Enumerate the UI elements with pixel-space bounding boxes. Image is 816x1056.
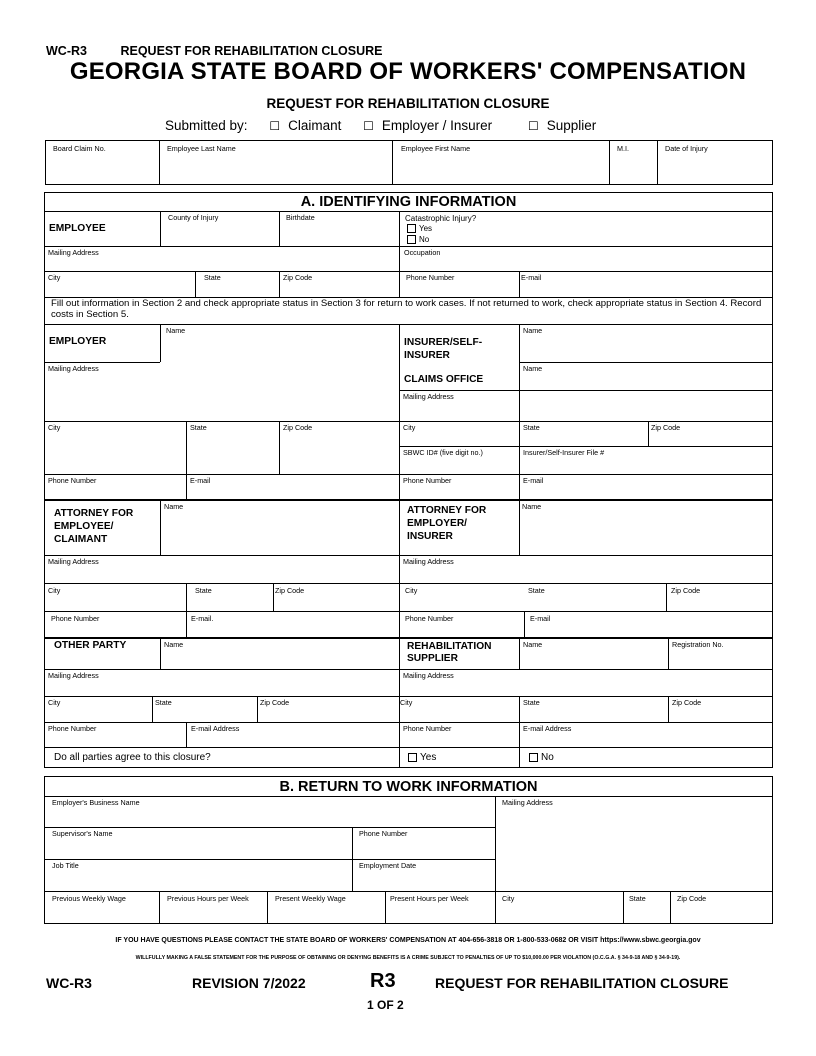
submitted-claimant-option[interactable]: ☐ Claimant xyxy=(269,118,342,133)
employee-label: EMPLOYEE xyxy=(49,223,106,234)
insurer-email-field[interactable]: E-mail xyxy=(523,476,544,485)
supplier-state-field[interactable]: State xyxy=(523,698,540,707)
other-party-state-field[interactable]: State xyxy=(155,698,172,707)
employee-first-name-field[interactable]: Employee First Name xyxy=(401,144,471,153)
attorney-employee-city-field[interactable]: City xyxy=(48,586,61,595)
rtw-state-field[interactable]: State xyxy=(629,894,646,903)
supplier-phone-field[interactable]: Phone Number xyxy=(403,724,452,733)
attorney-employer-phone-field[interactable]: Phone Number xyxy=(405,614,454,623)
insurer-phone-field[interactable]: Phone Number xyxy=(403,476,452,485)
checkbox-icon[interactable]: ☐ xyxy=(363,119,374,133)
form-header-code xyxy=(46,44,383,58)
employer-phone-field[interactable]: Phone Number xyxy=(48,476,97,485)
insurer-city-field[interactable]: City xyxy=(403,423,416,432)
agree-question: Do all parties agree to this closure? xyxy=(54,752,211,763)
other-party-zip-field[interactable]: Zip Code xyxy=(260,698,290,707)
section-a xyxy=(44,192,773,768)
agree-yes-option[interactable]: Yes xyxy=(408,752,436,763)
agency-title: GEORGIA STATE BOARD OF WORKERS' COMPENSATION xyxy=(69,58,747,85)
business-mailing-field[interactable]: Mailing Address xyxy=(502,798,553,807)
other-party-label: OTHER PARTY xyxy=(54,640,127,651)
form-code: WC-R3 xyxy=(46,44,87,58)
attorney-employer-email-field[interactable]: E-mail xyxy=(530,614,551,623)
county-of-injury-field[interactable]: County of Injury xyxy=(168,213,219,222)
claims-office-name-field[interactable]: Name xyxy=(523,364,543,373)
attorney-employee-name-field[interactable]: Name xyxy=(164,502,184,511)
employer-mailing-address-field[interactable]: Mailing Address xyxy=(48,364,99,373)
checkbox-icon[interactable] xyxy=(529,753,538,762)
form-header-title: REQUEST FOR REHABILITATION CLOSURE xyxy=(120,44,383,58)
claims-office-mailing-address-field[interactable]: Mailing Address xyxy=(403,392,454,401)
supervisor-name-field[interactable]: Supervisor's Name xyxy=(52,829,113,838)
agree-no-option[interactable]: No xyxy=(529,752,554,763)
claims-office-label: CLAIMS OFFICE xyxy=(404,374,484,385)
employee-zip-field[interactable]: Zip Code xyxy=(283,273,313,282)
section-a-title: A. IDENTIFYING INFORMATION xyxy=(300,194,517,210)
birthdate-field[interactable]: Birthdate xyxy=(286,213,315,222)
rtw-zip-field[interactable]: Zip Code xyxy=(677,894,707,903)
employer-state-field[interactable]: State xyxy=(190,423,207,432)
employer-name-field[interactable]: Name xyxy=(166,326,186,335)
employer-zip-field[interactable]: Zip Code xyxy=(283,423,313,432)
submitted-supplier-option[interactable]: ☐ Supplier xyxy=(527,118,597,133)
other-party-mailing-field[interactable]: Mailing Address xyxy=(48,671,99,680)
other-party-phone-field[interactable]: Phone Number xyxy=(48,724,97,733)
attorney-employee-label: ATTORNEY FOR EMPLOYEE/ CLAIMANT xyxy=(54,508,134,545)
attorney-employer-state-field[interactable]: State xyxy=(528,586,545,595)
insurer-state-field[interactable]: State xyxy=(523,423,540,432)
other-party-city-field[interactable]: City xyxy=(48,698,61,707)
supplier-zip-field[interactable]: Zip Code xyxy=(672,698,702,707)
supplier-mailing-field[interactable]: Mailing Address xyxy=(403,671,454,680)
checkbox-icon[interactable]: ☐ xyxy=(269,119,281,133)
prev-hours-field[interactable]: Previous Hours per Week xyxy=(167,894,249,903)
rehab-supplier-label: REHABILITATION SUPPLIER xyxy=(407,641,492,664)
attorney-employer-zip-field[interactable]: Zip Code xyxy=(671,586,701,595)
submitted-by-label: Submitted by: xyxy=(165,118,248,133)
attorney-employer-city-field[interactable]: City xyxy=(405,586,418,595)
employer-label: EMPLOYER xyxy=(49,336,107,347)
instructions-text: Fill out information in Section 2 and check appropriate status in Section 3 for return to work cases. If not returned to work, check appropriate status in Section 4. Record costs in Section 5. xyxy=(51,298,762,320)
contact-notice: IF YOU HAVE QUESTIONS PLEASE CONTACT THE STATE BOARD OF WORKERS' COMPENSATION AT 404-656-3818 OR 1-800-533-0682 OR VISIT https://www.sbwc.georgia.gov xyxy=(115,937,701,944)
present-weekly-wage-field[interactable]: Present Weekly Wage xyxy=(275,894,346,903)
employee-email-field[interactable]: E-mail xyxy=(521,273,542,282)
checkbox-icon[interactable]: ☐ xyxy=(527,119,539,133)
employee-phone-field[interactable]: Phone Number xyxy=(406,273,455,282)
prev-weekly-wage-field[interactable]: Previous Weekly Wage xyxy=(52,894,126,903)
page-number: 1 OF 2 xyxy=(367,998,404,1012)
employee-city-field[interactable]: City xyxy=(48,273,61,282)
mi-field[interactable]: M.I. xyxy=(617,144,629,153)
footer-short-code: R3 xyxy=(370,970,396,992)
section-b xyxy=(44,776,773,924)
submitted-by-row xyxy=(165,118,596,133)
registration-no-field[interactable]: Registration No. xyxy=(672,640,724,649)
present-hours-field[interactable]: Present Hours per Week xyxy=(390,894,469,903)
supplier-city-field[interactable]: City xyxy=(400,698,413,707)
attorney-employee-state-field[interactable]: State xyxy=(195,586,212,595)
supplier-email-field[interactable]: E-mail Address xyxy=(523,724,572,733)
other-party-email-field[interactable]: E-mail Address xyxy=(191,724,240,733)
checkbox-icon[interactable] xyxy=(407,235,416,244)
occupation-field[interactable]: Occupation xyxy=(404,248,441,257)
attorney-employer-mailing-field[interactable]: Mailing Address xyxy=(403,557,454,566)
rtw-city-field[interactable]: City xyxy=(502,894,515,903)
footer-form-code: WC-R3 xyxy=(46,975,92,991)
employer-email-field[interactable]: E-mail xyxy=(190,476,211,485)
employee-state-field[interactable]: State xyxy=(204,273,221,282)
attorney-employee-email-field[interactable]: E-mail. xyxy=(191,614,214,623)
board-claim-no-field[interactable]: Board Claim No. xyxy=(53,144,106,153)
insurer-zip-field[interactable]: Zip Code xyxy=(651,423,681,432)
other-party-name-field[interactable]: Name xyxy=(164,640,184,649)
insurer-name-field[interactable]: Name xyxy=(523,326,543,335)
checkbox-icon[interactable] xyxy=(408,753,417,762)
attorney-employee-phone-field[interactable]: Phone Number xyxy=(51,614,100,623)
employment-date-field[interactable]: Employment Date xyxy=(359,861,417,870)
employee-mailing-address-field[interactable]: Mailing Address xyxy=(48,248,99,257)
supervisor-phone-field[interactable]: Phone Number xyxy=(359,829,408,838)
form-subtitle: REQUEST FOR REHABILITATION CLOSURE xyxy=(266,96,550,111)
job-title-field[interactable]: Job Title xyxy=(52,861,79,870)
catastrophic-no-option[interactable]: No xyxy=(407,235,429,244)
attorney-employer-name-field[interactable]: Name xyxy=(522,502,542,511)
attorney-employee-mailing-field[interactable]: Mailing Address xyxy=(48,557,99,566)
employer-city-field[interactable]: City xyxy=(48,423,61,432)
checkbox-icon[interactable] xyxy=(407,224,416,233)
catastrophic-yes-option[interactable]: Yes xyxy=(407,224,432,233)
insurer-label: INSURER/SELF-INSURER xyxy=(404,337,483,361)
date-of-injury-field[interactable]: Date of Injury xyxy=(665,144,708,153)
claim-info-row xyxy=(45,140,773,185)
employee-last-name-field[interactable]: Employee Last Name xyxy=(167,144,236,153)
supplier-name-field[interactable]: Name xyxy=(523,640,543,649)
footer-form-title: REQUEST FOR REHABILITATION CLOSURE xyxy=(435,975,729,991)
section-b-title: B. RETURN TO WORK INFORMATION xyxy=(279,779,538,795)
attorney-employer-label: ATTORNEY FOR EMPLOYER/ INSURER xyxy=(407,505,487,542)
attorney-employee-zip-field[interactable]: Zip Code xyxy=(275,586,305,595)
footer-revision: REVISION 7/2022 xyxy=(192,975,306,991)
submitted-employer-option[interactable]: ☐ Employer / Insurer xyxy=(363,118,493,133)
penalty-warning: WILLFULLY MAKING A FALSE STATEMENT FOR THE PURPOSE OF OBTAINING OR DENYING BENEFITS IS A CRIME SUBJECT TO PENALTIES OF UP TO $10,000.00 PER VIOLATION (O.C.G.A. § 34-9-18 AND § 34-9-19). xyxy=(135,955,681,961)
business-name-field[interactable]: Employer's Business Name xyxy=(52,798,140,807)
insurer-file-field[interactable]: Insurer/Self-Insurer File # xyxy=(523,448,605,457)
catastrophic-label: Catastrophic Injury? xyxy=(405,214,477,223)
sbwc-id-field[interactable]: SBWC ID# (five digit no.) xyxy=(403,448,483,457)
